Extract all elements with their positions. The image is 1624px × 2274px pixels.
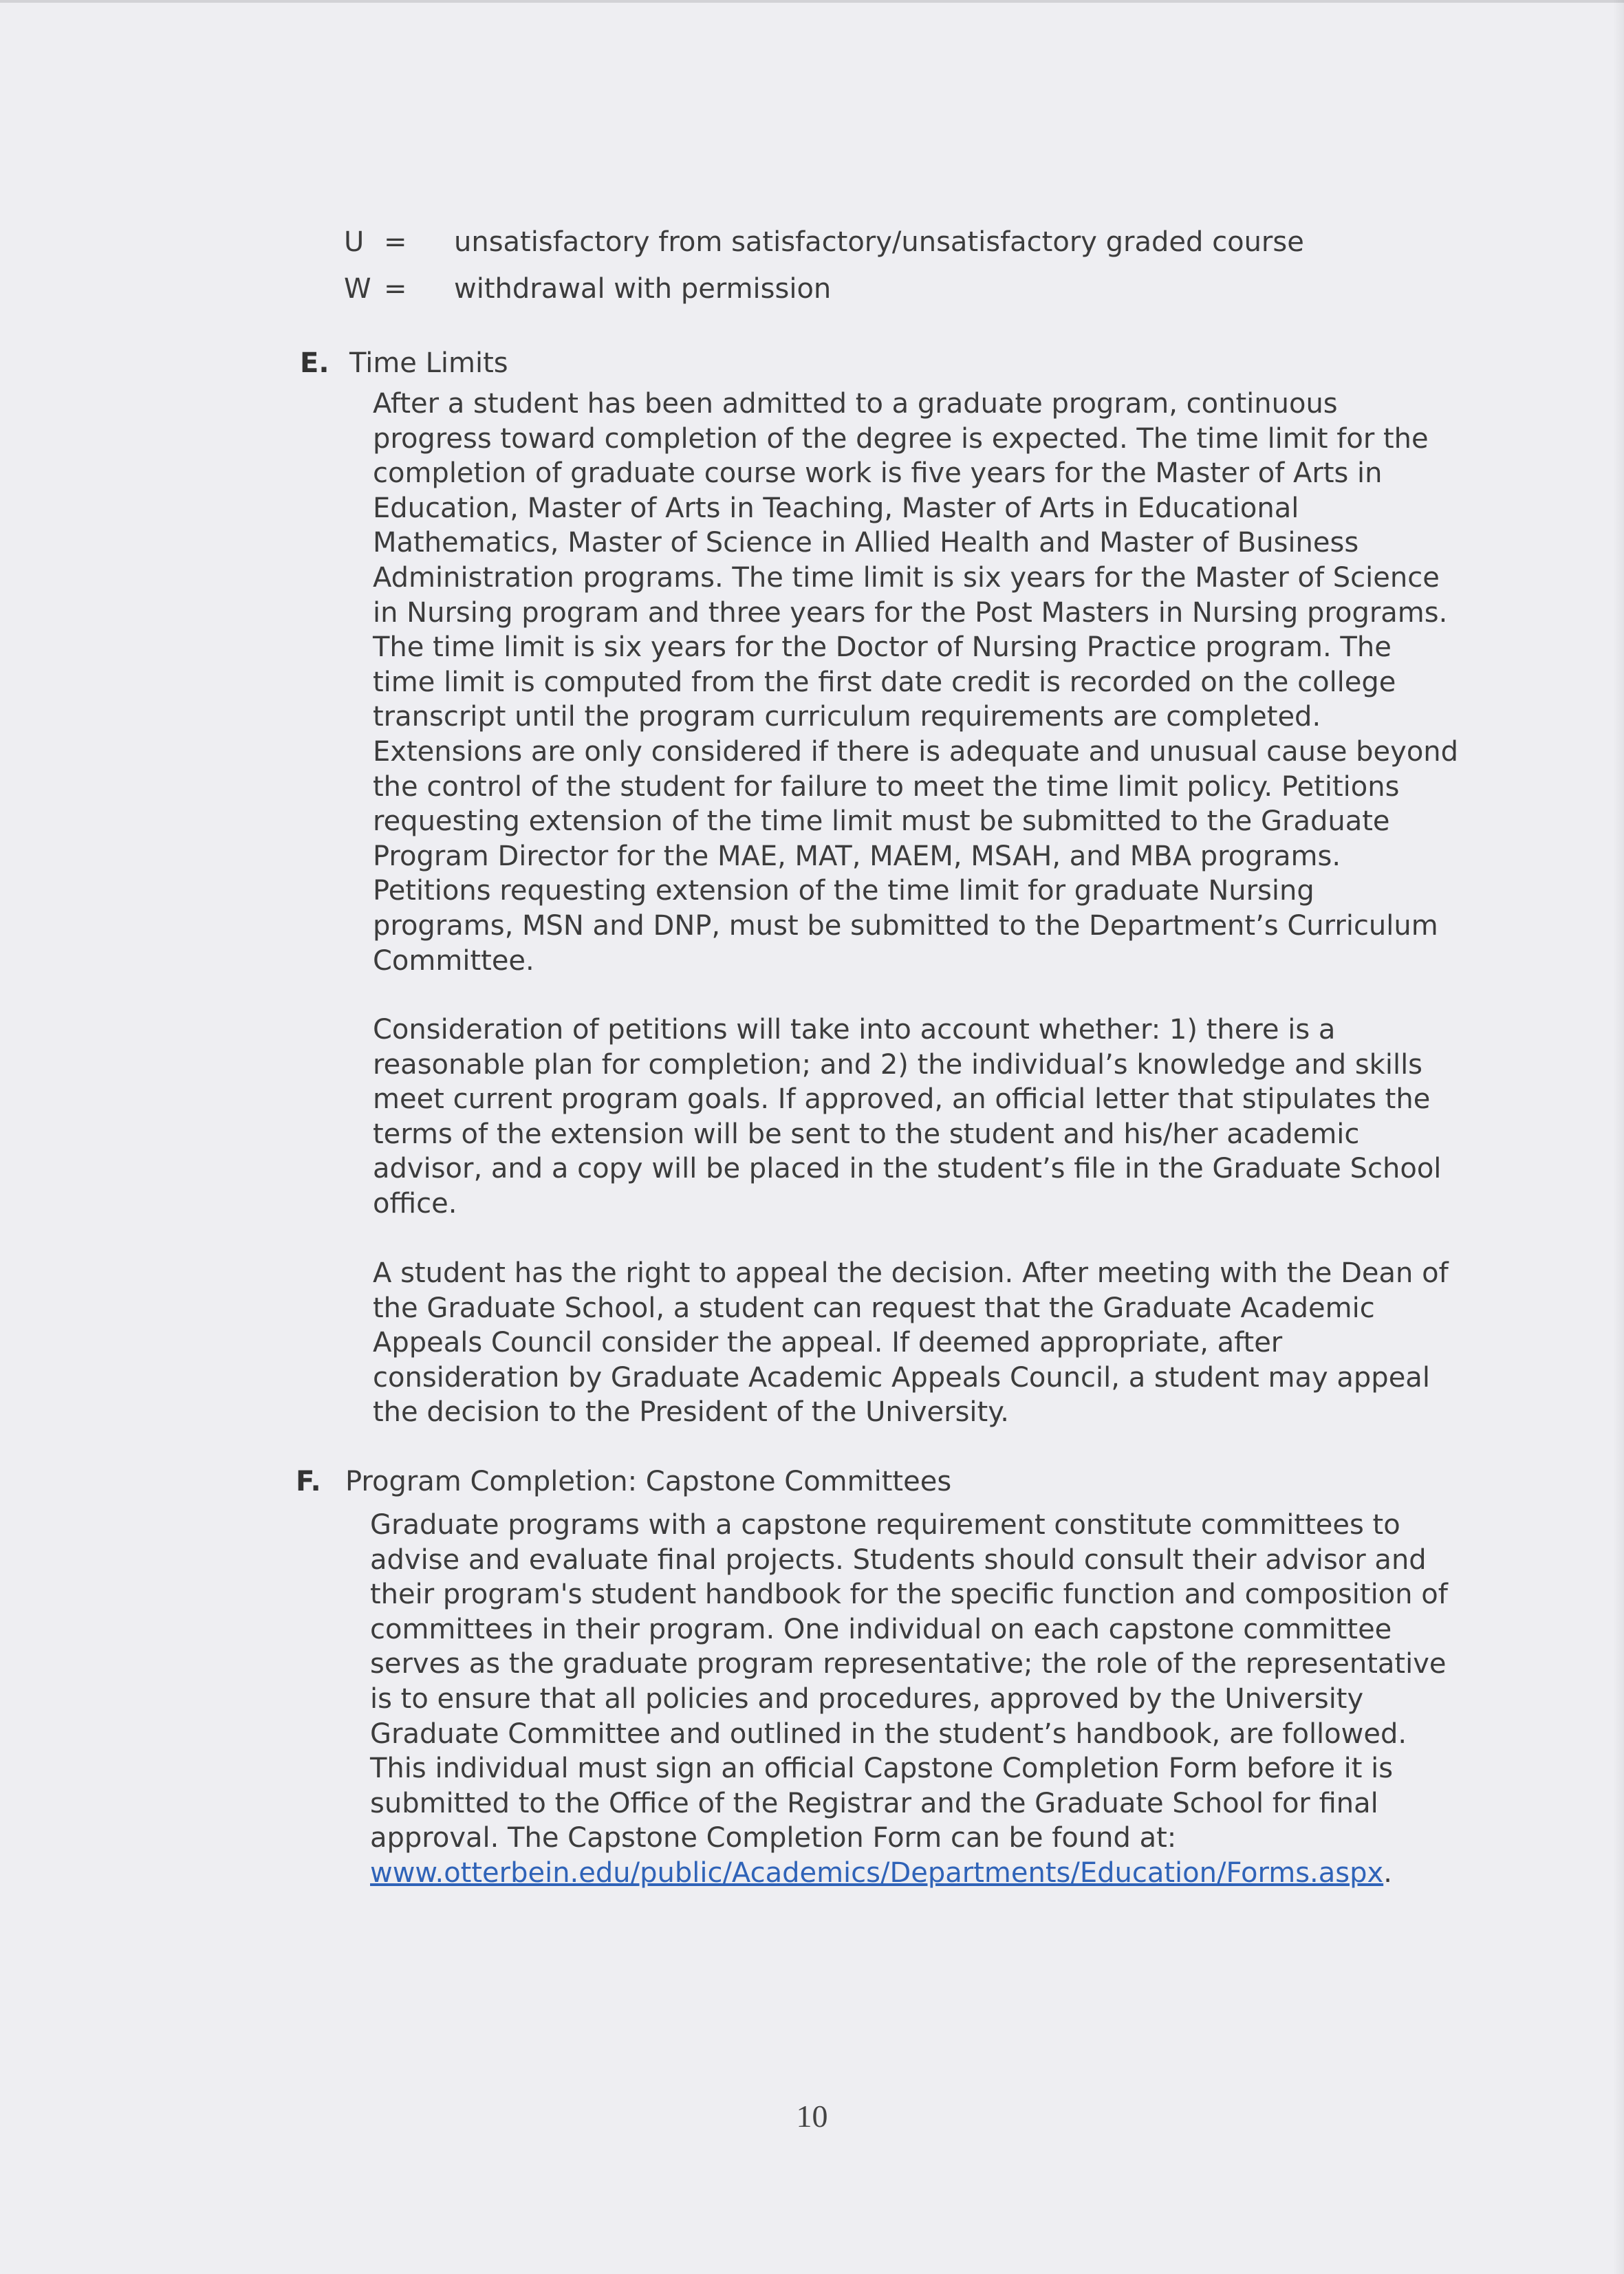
section-f-title: Program Completion: Capstone Committees [345,1466,952,1497]
page-number: 10 [796,2099,828,2134]
grade-code: U [344,226,365,258]
grade-equals: = [384,226,407,258]
text-line: This individual must sign an official Capstone Completion Form before it is [370,1753,1394,1785]
text-line: Appeals Council consider the appeal. If deemed appropriate, after [373,1327,1283,1359]
section-e-letter: E. [300,347,329,379]
grade-definitions [344,219,1304,312]
text-line: Mathematics, Master of Science in Allied Health and Master of Business [373,527,1359,559]
text-line: approval. The Capstone Completion Form can be found at: [370,1822,1177,1854]
page-right-shadow [1613,0,1624,2274]
text-line: advisor, and a copy will be placed in the student’s file in the Graduate School [373,1153,1442,1185]
text-line: submitted to the Office of the Registrar and the Graduate School for final [370,1787,1378,1819]
section-e-paragraph-3 [373,1256,1501,1430]
text-line: Program Director for the MAE, MAT, MAEM, MSAH, and MBA programs. [373,840,1341,872]
text-line: Education, Master of Arts in Teaching, Master of Arts in Educational [373,492,1299,524]
section-f-letter: F. [296,1466,321,1497]
text-line: After a student has been admitted to a graduate program, continuous [373,388,1338,420]
text-line: Graduate programs with a capstone requirement constitute committees to [370,1509,1400,1541]
text-line: serves as the graduate program representative; the role of the representative [370,1648,1447,1680]
text-line: completion of graduate course work is five years for the Master of Arts in [373,457,1383,490]
grade-equals: = [384,273,407,305]
section-e-heading [300,345,508,381]
text-line: the control of the student for failure to meet the time limit policy. Petitions [373,770,1400,803]
grade-code: W [344,273,371,305]
capstone-form-link[interactable]: www.otterbein.edu/public/Academics/Departments/Education/Forms.aspx [370,1856,1384,1889]
section-f-paragraph [370,1508,1498,1891]
text-line: in Nursing program and three years for the Post Masters in Nursing programs. [373,596,1448,629]
text-line: consideration by Graduate Academic Appeals Council, a student may appeal [373,1361,1430,1394]
section-e-paragraph-1 [373,387,1501,978]
text-line: the decision to the President of the University. [373,1396,1009,1429]
text-line: Petitions requesting extension of the time limit for graduate Nursing [373,875,1314,907]
link-suffix: . [1383,1856,1392,1889]
text-line: transcript until the program curriculum requirements are completed. [373,701,1321,733]
section-e-paragraph-2 [373,1013,1501,1222]
section-e-title: Time Limits [349,347,508,379]
text-line: reasonable plan for completion; and 2) the individual’s knowledge and skills [373,1048,1423,1081]
text-line: time limit is computed from the first date credit is recorded on the college [373,666,1396,698]
text-line: their program's student handbook for the specific function and composition of [370,1579,1448,1611]
text-line: Graduate Committee and outlined in the student’s handbook, are followed. [370,1718,1407,1750]
grade-row [344,219,1304,266]
text-line: meet current program goals. If approved, an official letter that stipulates the [373,1083,1431,1116]
text-line: committees in their program. One individual on each capstone committee [370,1613,1392,1645]
text-line: Extensions are only considered if there is adequate and unusual cause beyond [373,735,1459,768]
text-line: programs, MSN and DNP, must be submitted to the Department’s Curriculum [373,909,1438,942]
section-f-heading [296,1464,951,1499]
text-line: Administration programs. The time limit is six years for the Master of Science [373,561,1440,594]
link-line [370,1856,1498,1891]
text-line: The time limit is six years for the Doctor of Nursing Practice program. The [373,631,1392,664]
text-line: A student has the right to appeal the decision. After meeting with the Dean of [373,1257,1449,1289]
text-line: office. [373,1187,457,1220]
text-line: progress toward completion of the degree is expected. The time limit for the [373,422,1429,455]
text-line: advise and evaluate final projects. Students should consult their advisor and [370,1544,1427,1576]
text-line: the Graduate School, a student can request that the Graduate Academic [373,1292,1375,1324]
grade-row [344,266,1304,312]
page-top-edge [0,0,1624,3]
grade-description: unsatisfactory from satisfactory/unsatisfactory graded course [454,226,1304,258]
text-line: is to ensure that all policies and procedures, approved by the University [370,1682,1364,1715]
text-line: terms of the extension will be sent to the student and his/her academic [373,1118,1360,1150]
text-line: Committee. [373,944,534,977]
text-line: Consideration of petitions will take into account whether: 1) there is a [373,1014,1336,1046]
text-line: requesting extension of the time limit must be submitted to the Graduate [373,805,1390,838]
grade-description: withdrawal with permission [454,273,832,305]
